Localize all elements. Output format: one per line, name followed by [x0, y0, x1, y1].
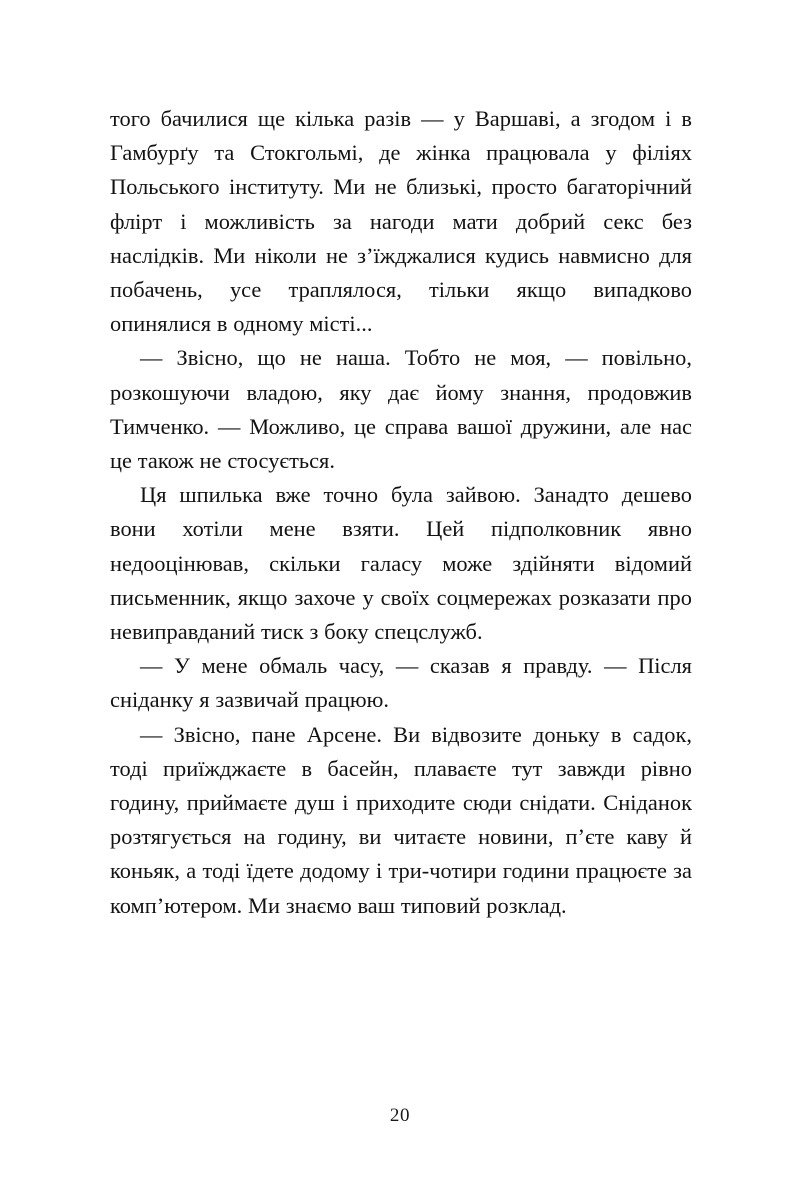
paragraph-dialogue-schedule: — Звісно, пане Арсене. Ви відвозите доньку в садок, тоді приїжджаєте в басейн, плаваєте тут завжди рівно годину, приймаєте душ і приходите сюди снідати. Сніданок розтягується на годину, ви читаєте новини, п’єте каву й коньяк, а тоді їдете додому і три-чотири години працюєте за комп’ютером. Ми знаємо ваш типовий розклад.: [110, 721, 692, 918]
paragraph-narration-shpylka: Ця шпилька вже точно була зайвою. Занадто дешево вони хотіли мене взяти. Цей підполковник явно недооцінював, скільки галасу може здійняти відомий письменник, якщо захоче у своїх соцмережах розказати про невиправданий тиск з боку спецслужб.: [110, 482, 692, 645]
page-number: 20: [389, 1105, 411, 1126]
paragraph-dialogue-narrator: — У мене обмаль часу, — сказав я правду. — Після сніданку я зазвичай працюю.: [110, 653, 692, 713]
body-text-column: [110, 102, 692, 923]
paragraph-dialogue-tymchenko: — Звісно, що не наша. Тобто не моя, — повільно, розкошуючи владою, яку дає йому знання, продовжив Тимченко. — Можливо, це справа вашої дружини, але нас це також не стосується.: [110, 345, 692, 474]
paragraph-continuation: того бачилися ще кілька разів — у Варшаві, а згодом і в Гамбурґу та Стокгольмі, де жінка працювала у філіях Польського інституту. Ми не близькі, просто багаторічний флірт і можливість за нагоди мати добрий секс без наслідків. Ми ніколи не з’їжджалися кудись навмисно для побачень, усе траплялося, тільки якщо випадково опинялися в одному місті...: [110, 106, 692, 337]
